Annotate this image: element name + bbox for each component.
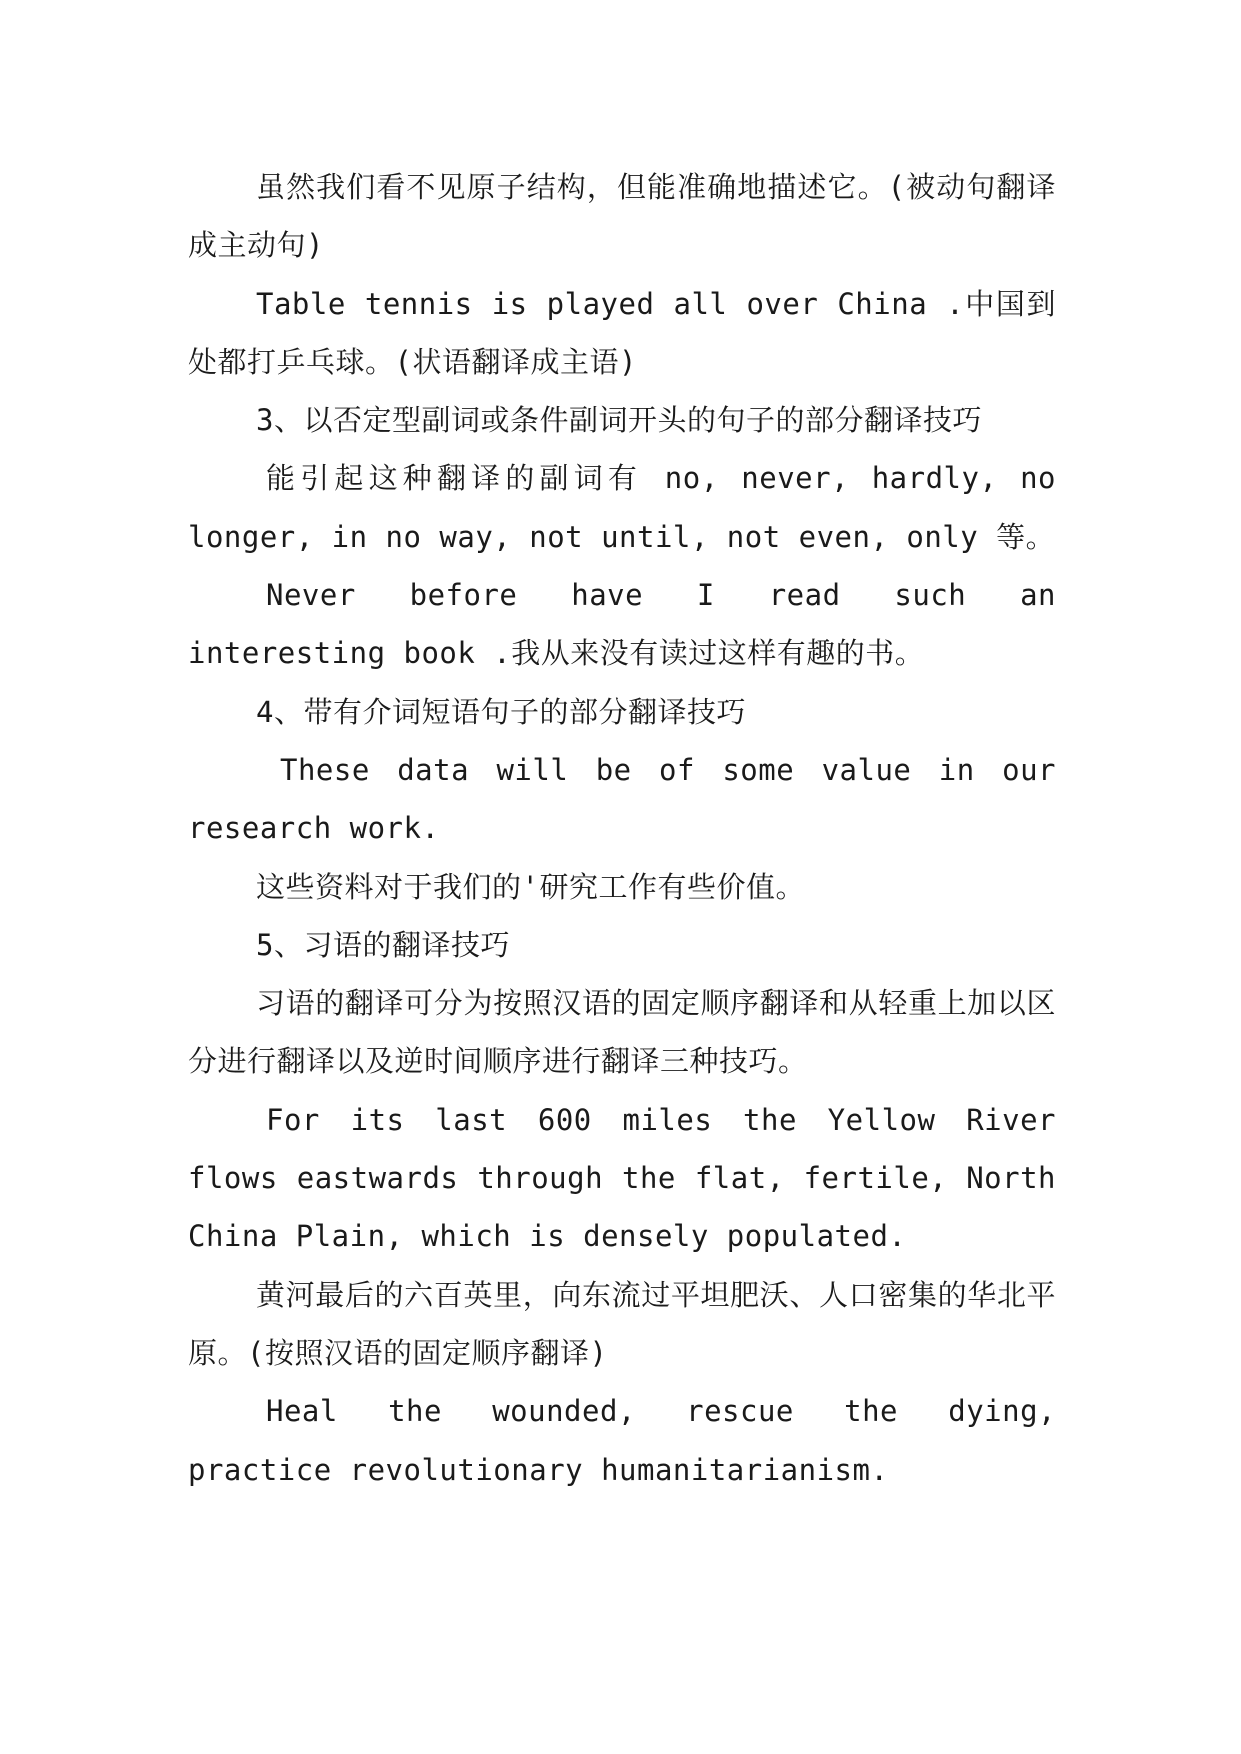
paragraph-idiom-description: 习语的翻译可分为按照汉语的固定顺序翻译和从轻重上加以区分进行翻译以及逆时间顺序进行翻译三种技巧。 <box>188 986 1056 1079</box>
paragraph-heal-the-wounded-example: Heal the wounded, rescue the dying, practice revolutionary humanitarianism. <box>188 1394 1056 1487</box>
paragraph-passive-translation: 虽然我们看不见原子结构，但能准确地描述它。(被动句翻译成主动句) <box>188 170 1056 263</box>
document-body <box>188 158 1056 1499</box>
heading-idiom-technique: 5、习语的翻译技巧 <box>256 927 510 962</box>
paragraph-never-before-example: Never before have I read such an interesting book .我从来没有读过这样有趣的书。 <box>188 578 1056 671</box>
heading-negative-adverb-technique: 3、以否定型副词或条件副词开头的句子的部分翻译技巧 <box>256 403 982 438</box>
paragraph-data-value-example: These data will be of some value in our research work. <box>188 752 1056 846</box>
paragraph-data-value-translation: 这些资料对于我们的'研究工作有些价值。 <box>256 869 805 904</box>
heading-prepositional-phrase-technique: 4、带有介词短语句子的部分翻译技巧 <box>256 694 746 729</box>
paragraph-adverb-list: 能引起这种翻译的副词有 no, never, hardly, no longer, in no way, not until, not even, only 等。 <box>188 461 1056 554</box>
paragraph-yellow-river-translation: 黄河最后的六百英里，向东流过平坦肥沃、人口密集的华北平原。(按照汉语的固定顺序翻译) <box>188 1277 1056 1370</box>
paragraph-yellow-river-example: For its last 600 miles the Yellow River flows eastwards through the flat, fertile, North China Plain, which is densely populated. <box>188 1102 1056 1254</box>
paragraph-table-tennis-example: Table tennis is played all over China .中国到处都打乒乓球。(状语翻译成主语) <box>188 286 1056 379</box>
